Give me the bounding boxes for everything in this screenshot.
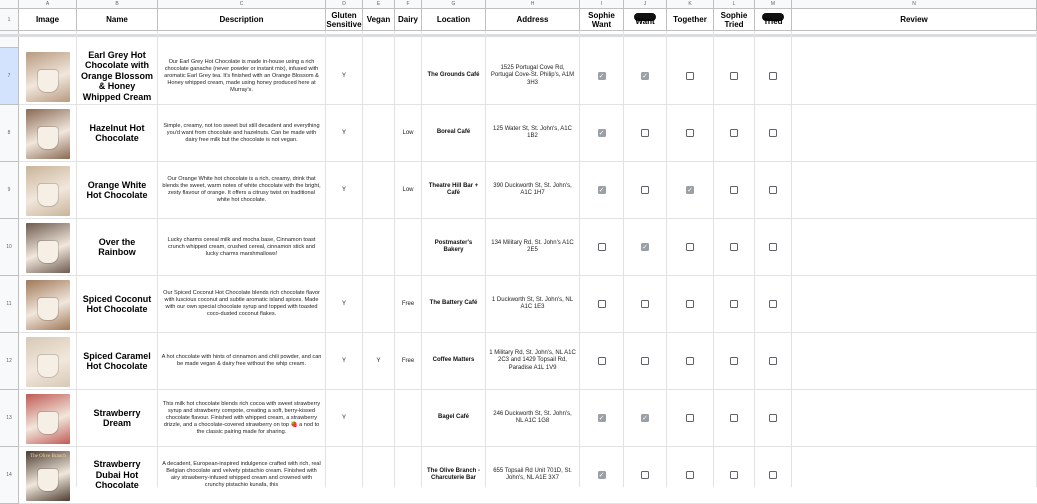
header-want2[interactable] (624, 9, 667, 31)
column-letter-K[interactable]: K (667, 0, 714, 9)
description-cell[interactable] (158, 105, 325, 161)
header-sophie_want[interactable]: Sophie Want (580, 9, 624, 31)
cup-shape (38, 298, 58, 320)
name-cell-text: Strawberry Dubai Hot Chocolate (93, 459, 141, 491)
name-cell[interactable] (77, 333, 157, 389)
row-number-10[interactable]: 10 (0, 219, 19, 276)
gluten-cell-text: Y (341, 73, 346, 79)
checkbox-sophie_want[interactable]: ✓ (598, 414, 605, 422)
checkbox-cell[interactable] (714, 219, 754, 275)
name-cell[interactable] (77, 105, 157, 161)
checkbox-cell[interactable] (667, 390, 713, 446)
row-number-12[interactable]: 12 (0, 333, 19, 390)
vegan-cell[interactable] (363, 48, 394, 104)
vegan-cell[interactable] (363, 105, 394, 161)
checkbox-together[interactable] (686, 414, 694, 422)
gluten-cell[interactable] (326, 162, 362, 218)
checkbox-cell[interactable] (624, 333, 666, 389)
name-cell[interactable] (77, 162, 157, 218)
column-letter-B[interactable]: B (77, 0, 158, 9)
dairy-cell-text: Low (402, 187, 414, 193)
dairy-cell-text: Low (402, 130, 414, 136)
review-cell[interactable] (792, 333, 1036, 389)
address-cell-text: 125 Water St, St. John's, A1C 1B2 (493, 125, 572, 139)
vegan-cell[interactable] (363, 219, 394, 275)
dairy-cell[interactable] (395, 48, 421, 104)
checkbox-cell[interactable] (714, 333, 754, 389)
image-cell[interactable] (19, 105, 77, 162)
location-cell[interactable] (422, 447, 485, 503)
dairy-cell[interactable] (395, 219, 421, 275)
checkbox-tried2[interactable] (769, 243, 777, 251)
header-label: Tried (763, 17, 783, 26)
row-number-8[interactable]: 8 (0, 105, 19, 162)
name-cell-text: Spiced Caramel Hot Chocolate (83, 350, 151, 371)
header-description[interactable]: Description (158, 9, 326, 31)
gluten-cell[interactable] (326, 105, 362, 161)
checkbox-cell[interactable] (714, 48, 754, 104)
column-letter-E[interactable]: E (363, 0, 395, 9)
cup-shape (38, 469, 58, 491)
column-letter-H[interactable]: H (486, 0, 580, 9)
location-cell[interactable] (422, 276, 485, 332)
location-cell-text: Theatre Hill Bar + Café (428, 182, 479, 196)
checkbox-cell[interactable] (624, 276, 666, 332)
checkbox-cell[interactable] (580, 219, 623, 275)
drink-photo[interactable] (26, 109, 70, 159)
name-cell-text: Earl Grey Hot Chocolate with Orange Blossom & Honey Whipped Cream (80, 49, 154, 102)
gluten-cell[interactable] (326, 333, 362, 389)
column-letter-C[interactable]: C (158, 0, 326, 9)
column-letter-G[interactable]: G (422, 0, 486, 9)
address-cell-text: 1525 Portugal Cove Rd, Portugal Cove-St. Philip's, A1M 3H3 (490, 64, 575, 86)
checkbox-want2[interactable]: ✓ (642, 72, 648, 80)
row-number-13[interactable]: 13 (0, 390, 19, 447)
checkbox-sophie_want[interactable] (598, 357, 606, 365)
checkbox-cell[interactable] (667, 48, 713, 104)
vegan-cell[interactable] (363, 447, 394, 503)
checkbox-cell[interactable] (624, 219, 666, 275)
gluten-cell-text: Y (341, 415, 346, 421)
review-cell[interactable] (792, 162, 1036, 218)
header-vegan[interactable]: Vegan (363, 9, 395, 31)
drink-photo[interactable] (26, 280, 70, 330)
dairy-cell[interactable] (395, 162, 421, 218)
header-tried2[interactable] (755, 9, 792, 31)
row-number-14[interactable]: 14 (0, 447, 19, 504)
checkbox-sophie_tried[interactable] (730, 129, 738, 137)
gluten-cell-text: Y (341, 187, 346, 193)
dairy-cell-text: Free (401, 358, 415, 364)
name-cell[interactable] (77, 390, 157, 446)
image-cell[interactable] (19, 333, 77, 390)
checkbox-want2[interactable]: ✓ (642, 414, 648, 422)
checkbox-cell[interactable] (624, 447, 666, 503)
vegan-cell[interactable] (363, 333, 394, 389)
description-cell-text: Our Spiced Coconut Hot Chocolate blends rich chocolate flavor with luscious coconut and subtle aromatic island spices. Made with our own special chocolate syrup and topped with toasted coco-dusted coconut flakes. (163, 290, 320, 317)
checkbox-sophie_tried[interactable] (730, 357, 738, 365)
checkbox-cell[interactable] (755, 162, 791, 218)
checkbox-cell[interactable] (714, 105, 754, 161)
address-cell-text: 134 Military Rd, St. John's A1C 2E5 (491, 239, 574, 253)
cup-shape (38, 241, 58, 263)
address-cell-text: 655 Topsail Rd Unit 701D, St. John's, NL A1E 3X7 (493, 467, 572, 481)
checkbox-sophie_want[interactable]: ✓ (598, 471, 605, 479)
image-cell[interactable] (19, 48, 77, 105)
checkbox-cell[interactable] (580, 105, 623, 161)
header-label: Want (635, 17, 655, 26)
checkbox-cell[interactable] (580, 390, 623, 446)
review-cell[interactable] (792, 105, 1036, 161)
checkbox-cell[interactable] (580, 48, 623, 104)
checkbox-tried2[interactable] (769, 300, 777, 308)
location-cell[interactable] (422, 48, 485, 104)
name-cell[interactable] (77, 219, 157, 275)
vegan-cell-text: Y (376, 358, 381, 364)
checkbox-together[interactable]: ✓ (687, 186, 693, 194)
gluten-cell[interactable] (326, 48, 362, 104)
cup-shape (38, 70, 58, 92)
checkbox-cell[interactable] (714, 162, 754, 218)
header-image[interactable]: Image (19, 9, 77, 31)
header-dairy[interactable]: Dairy (395, 9, 422, 31)
gluten-cell-text: Y (341, 130, 346, 136)
vegan-cell[interactable] (363, 162, 394, 218)
checkbox-cell[interactable] (580, 162, 623, 218)
drink-photo[interactable] (26, 337, 70, 387)
location-cell-text: Boreal Café (436, 129, 471, 136)
dairy-cell[interactable] (395, 390, 421, 446)
description-cell[interactable] (158, 162, 325, 218)
gluten-cell[interactable] (326, 276, 362, 332)
checkbox-cell[interactable] (580, 333, 623, 389)
checkbox-tried2[interactable] (769, 72, 777, 80)
dairy-cell[interactable] (395, 276, 421, 332)
gluten-cell[interactable] (326, 390, 362, 446)
address-cell-text: 246 Duckworth St, St. John's, NL A1C 1G8 (493, 410, 572, 424)
address-cell[interactable] (486, 105, 579, 161)
checkbox-cell[interactable] (624, 162, 666, 218)
checkbox-sophie_tried[interactable] (730, 414, 738, 422)
address-cell[interactable] (486, 48, 579, 104)
column-letter-A[interactable]: A (19, 0, 77, 9)
gluten-cell[interactable] (326, 447, 362, 503)
description-cell[interactable] (158, 390, 325, 446)
header-review[interactable]: Review (792, 9, 1037, 31)
address-cell[interactable] (486, 219, 579, 275)
image-cell[interactable] (19, 219, 77, 276)
name-cell[interactable] (77, 447, 157, 503)
checkbox-cell[interactable] (667, 333, 713, 389)
location-cell[interactable] (422, 219, 485, 275)
checkbox-tried2[interactable] (769, 129, 777, 137)
name-cell-text: Hazelnut Hot Chocolate (89, 122, 145, 143)
checkbox-sophie_want[interactable] (598, 300, 606, 308)
address-cell[interactable] (486, 333, 579, 389)
header-sophie_tried[interactable]: Sophie Tried (714, 9, 755, 31)
checkbox-sophie_tried[interactable] (730, 300, 738, 308)
checkbox-cell[interactable] (624, 48, 666, 104)
checkbox-cell[interactable] (755, 276, 791, 332)
column-letter-I[interactable]: I (580, 0, 624, 9)
address-cell[interactable] (486, 447, 579, 503)
checkbox-sophie_want[interactable]: ✓ (598, 129, 605, 137)
address-cell-text: 1 Military Rd, St. John's, NL A1C 2C3 and 1429 Topsail Rd, Paradise A1L 1V9 (489, 349, 576, 371)
checkbox-sophie_want[interactable]: ✓ (598, 186, 605, 194)
row-number-11[interactable]: 11 (0, 276, 19, 333)
cup-shape (38, 412, 58, 434)
address-cell[interactable] (486, 390, 579, 446)
description-cell-text: A hot chocolate with hints of cinnamon and chili powder, and can be made vegan & dairy free without the whip cream. (161, 354, 322, 367)
checkbox-cell[interactable] (667, 162, 713, 218)
checkbox-cell[interactable] (755, 390, 791, 446)
checkbox-tried2[interactable] (769, 471, 777, 479)
location-cell[interactable] (422, 333, 485, 389)
description-cell[interactable] (158, 447, 325, 503)
checkbox-cell[interactable] (755, 48, 791, 104)
name-cell-text: Over the Rainbow (98, 236, 136, 257)
location-cell-text: The Battery Café (429, 300, 478, 307)
checkbox-cell[interactable] (714, 390, 754, 446)
image-cell[interactable] (19, 276, 77, 333)
description-cell[interactable] (158, 48, 325, 104)
checkbox-together[interactable] (686, 471, 694, 479)
review-cell[interactable] (792, 447, 1036, 503)
checkbox-want2[interactable] (641, 186, 649, 194)
cup-shape (38, 184, 58, 206)
column-letter-N[interactable]: N (792, 0, 1037, 9)
header-name[interactable]: Name (77, 9, 158, 31)
gluten-cell-text: Y (341, 301, 346, 307)
checkbox-together[interactable] (686, 357, 694, 365)
checkbox-cell[interactable] (667, 276, 713, 332)
checkbox-together[interactable] (686, 129, 694, 137)
description-cell-text: A decadent, European-inspired indulgence crafted with rich, real Belgian chocolate and velvety pistachio cream. Finished with airy strawberry-infused whipped cream and crowned with crunchy pistachio kunafa, this (162, 461, 321, 488)
cup-shape (38, 127, 58, 149)
description-cell-text: Our Earl Grey Hot Chocolate is made in-house using a rich chocolate ganache (never powder or instant mix), infused with aromatic Earl Grey tea. It's finished with an Orange Blossom & Honey whipped cream, made using honey produced here at Murray's. (164, 58, 319, 93)
location-cell[interactable] (422, 390, 485, 446)
checkbox-cell[interactable] (667, 447, 713, 503)
description-cell[interactable] (158, 276, 325, 332)
select-all-corner[interactable] (0, 0, 19, 9)
dairy-cell[interactable] (395, 333, 421, 389)
checkbox-cell[interactable] (714, 276, 754, 332)
photo-caption: The Olive Branch (30, 453, 66, 459)
checkbox-sophie_tried[interactable] (730, 72, 738, 80)
checkbox-together[interactable] (686, 243, 694, 251)
checkbox-cell[interactable] (580, 276, 623, 332)
header-location[interactable]: Location (422, 9, 486, 31)
checkbox-want2[interactable] (641, 357, 649, 365)
gluten-cell-text: Y (341, 358, 346, 364)
review-cell[interactable] (792, 219, 1036, 275)
description-cell-text: This milk hot chocolate blends rich cocoa with sweet strawberry syrup and strawberry compote, creating a soft, berry-kissed chocolate flavour. Finished with whipped cream, a strawberry drizzle, and a chocolate-covered strawberry on top 🍓 a nod to the classic pairing made for sharing. (162, 400, 321, 435)
drink-photo[interactable] (26, 166, 70, 216)
checkbox-sophie_tried[interactable] (730, 186, 738, 194)
checkbox-cell[interactable] (714, 447, 754, 503)
image-cell[interactable] (19, 390, 77, 447)
checkbox-cell[interactable] (624, 390, 666, 446)
checkbox-want2[interactable] (641, 300, 649, 308)
name-cell-text: Spiced Coconut Hot Chocolate (82, 293, 152, 314)
name-cell-text: Strawberry Dream (93, 407, 141, 428)
address-cell[interactable] (486, 162, 579, 218)
column-letter-M[interactable]: M (755, 0, 792, 9)
checkbox-cell[interactable] (624, 105, 666, 161)
checkbox-cell[interactable] (580, 447, 623, 503)
dairy-cell[interactable] (395, 447, 421, 503)
checkbox-want2[interactable]: ✓ (642, 243, 648, 251)
checkbox-want2[interactable] (641, 471, 649, 479)
name-cell-text: Orange White Hot Chocolate (86, 179, 148, 200)
checkbox-cell[interactable] (755, 333, 791, 389)
checkbox-cell[interactable] (755, 219, 791, 275)
checkbox-want2[interactable] (641, 129, 649, 137)
checkbox-tried2[interactable] (769, 357, 777, 365)
checkbox-cell[interactable] (667, 105, 713, 161)
checkbox-sophie_want[interactable] (598, 243, 606, 251)
location-cell-text: Coffee Matters (432, 357, 475, 364)
header-together[interactable]: Together (667, 9, 714, 31)
address-cell-text: 390 Duckworth St, St. John's, A1C 1H7 (493, 182, 572, 196)
checkbox-sophie_tried[interactable] (730, 471, 738, 479)
header-gluten[interactable]: Gluten Sensitive (326, 9, 363, 31)
checkbox-sophie_want[interactable]: ✓ (598, 72, 605, 80)
description-cell-text: Our Orange White hot chocolate is a rich, creamy, drink that blends the sweet, warm notes of white chocolate with the bright, zesty flavour of orange. It offers a citrusy twist on traditional white hot chocolate. (162, 176, 321, 203)
location-cell-text: The Olive Branch - Charcuterie Bar (426, 467, 480, 481)
checkbox-together[interactable] (686, 72, 694, 80)
gluten-cell[interactable] (326, 219, 362, 275)
checkbox-cell[interactable] (667, 219, 713, 275)
checkbox-tried2[interactable] (769, 186, 777, 194)
drink-photo[interactable] (26, 223, 70, 273)
vegan-cell[interactable] (363, 390, 394, 446)
description-cell[interactable] (158, 333, 325, 389)
name-cell[interactable] (77, 48, 157, 104)
row-number-header[interactable]: 1 (0, 9, 19, 31)
description-cell-text: Lucky charms cereal milk and mocha base, Cinnamon toast crunch whipped cream, crushed cereal, cinnamon stick and lucky charms marshmallows! (167, 236, 316, 257)
location-cell-text: Bagel Café (437, 414, 469, 421)
checkbox-cell[interactable] (755, 105, 791, 161)
location-cell[interactable] (422, 105, 485, 161)
drink-photo[interactable] (26, 52, 70, 102)
header-address[interactable]: Address (486, 9, 580, 31)
column-letter-L[interactable]: L (714, 0, 755, 9)
description-cell-text: Simple, creamy, not too sweet but still decadent and everything you'd want from chocolate and hazelnuts. Can be made with dairy free milk but the chocolate is not vegan. (163, 122, 320, 143)
review-cell[interactable] (792, 276, 1036, 332)
drink-photo[interactable] (26, 394, 70, 444)
drink-photo[interactable] (26, 451, 70, 501)
location-cell[interactable] (422, 162, 485, 218)
column-letter-D[interactable]: D (326, 0, 363, 9)
row-number-7[interactable]: 7 (0, 48, 19, 105)
address-cell-text: 1 Duckworth St, St. John's, NL A1C 1E3 (491, 296, 574, 310)
address-cell[interactable] (486, 276, 579, 332)
dairy-cell-text: Free (401, 301, 415, 307)
image-cell[interactable] (19, 162, 77, 219)
checkbox-tried2[interactable] (769, 414, 777, 422)
frozen-row-divider[interactable] (0, 34, 1037, 37)
location-cell-text: The Grounds Café (427, 72, 480, 79)
description-cell[interactable] (158, 219, 325, 275)
checkbox-cell[interactable] (755, 447, 791, 503)
image-cell[interactable] (19, 447, 77, 504)
name-cell[interactable] (77, 276, 157, 332)
checkbox-together[interactable] (686, 300, 694, 308)
checkbox-sophie_tried[interactable] (730, 243, 738, 251)
location-cell-text: Postmaster's Bakery (434, 239, 473, 253)
vegan-cell[interactable] (363, 276, 394, 332)
column-letter-J[interactable]: J (624, 0, 667, 9)
cup-shape (38, 355, 58, 377)
row-number-9[interactable]: 9 (0, 162, 19, 219)
review-cell[interactable] (792, 390, 1036, 446)
review-cell[interactable] (792, 48, 1036, 104)
column-letter-F[interactable]: F (395, 0, 422, 9)
dairy-cell[interactable] (395, 105, 421, 161)
